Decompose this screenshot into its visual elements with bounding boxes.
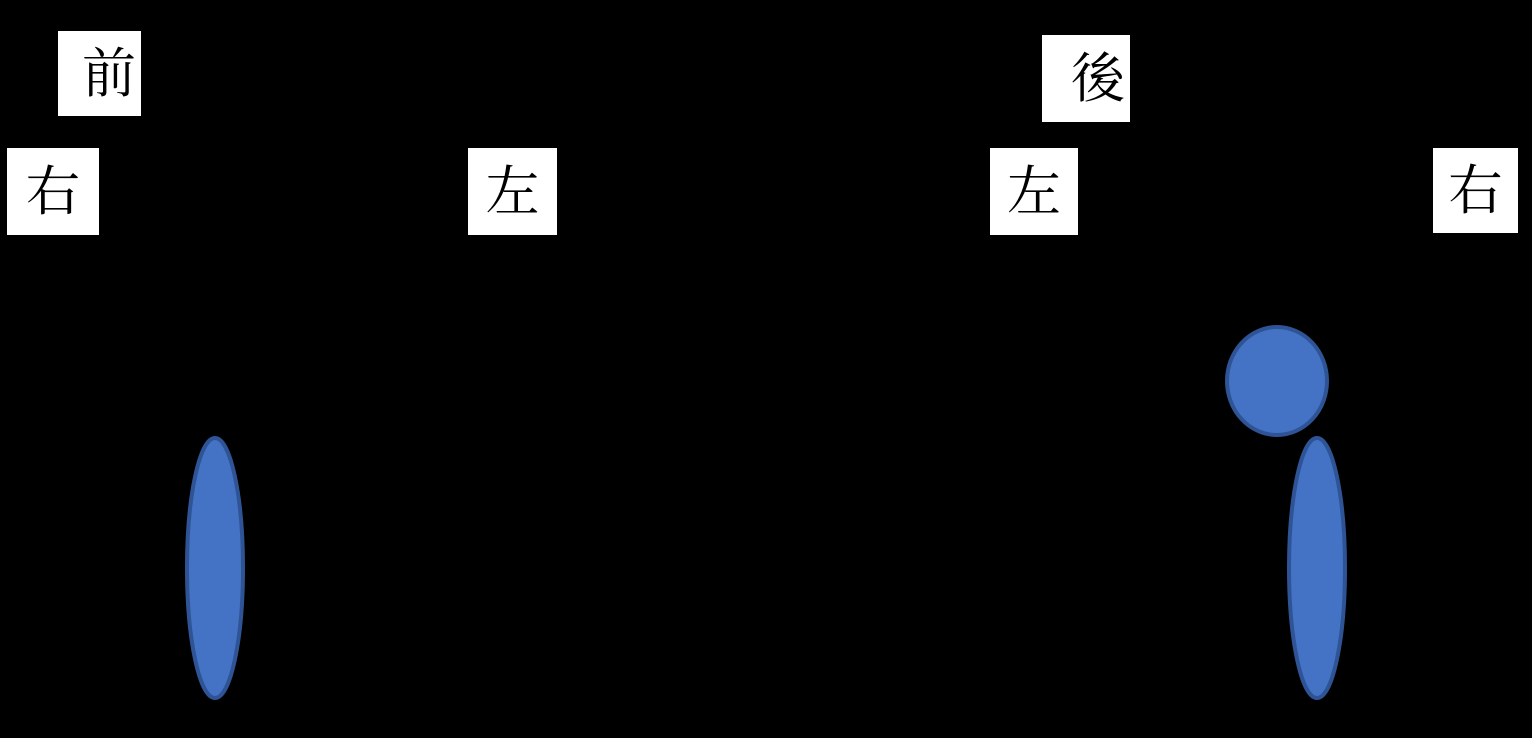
back-person-body-ellipse-icon [1289, 438, 1345, 698]
back-person-head-circle-icon [1227, 327, 1327, 435]
label-back-view-left-side: 左 [990, 148, 1078, 235]
label-back: 後 [1042, 35, 1130, 122]
label-front-view-left-side: 左 [468, 148, 557, 235]
front-person-body-ellipse-icon [187, 438, 243, 698]
label-front: 前 [58, 31, 141, 116]
label-back-view-right-side: 右 [1433, 148, 1518, 233]
label-front-view-right-side: 右 [7, 148, 99, 235]
